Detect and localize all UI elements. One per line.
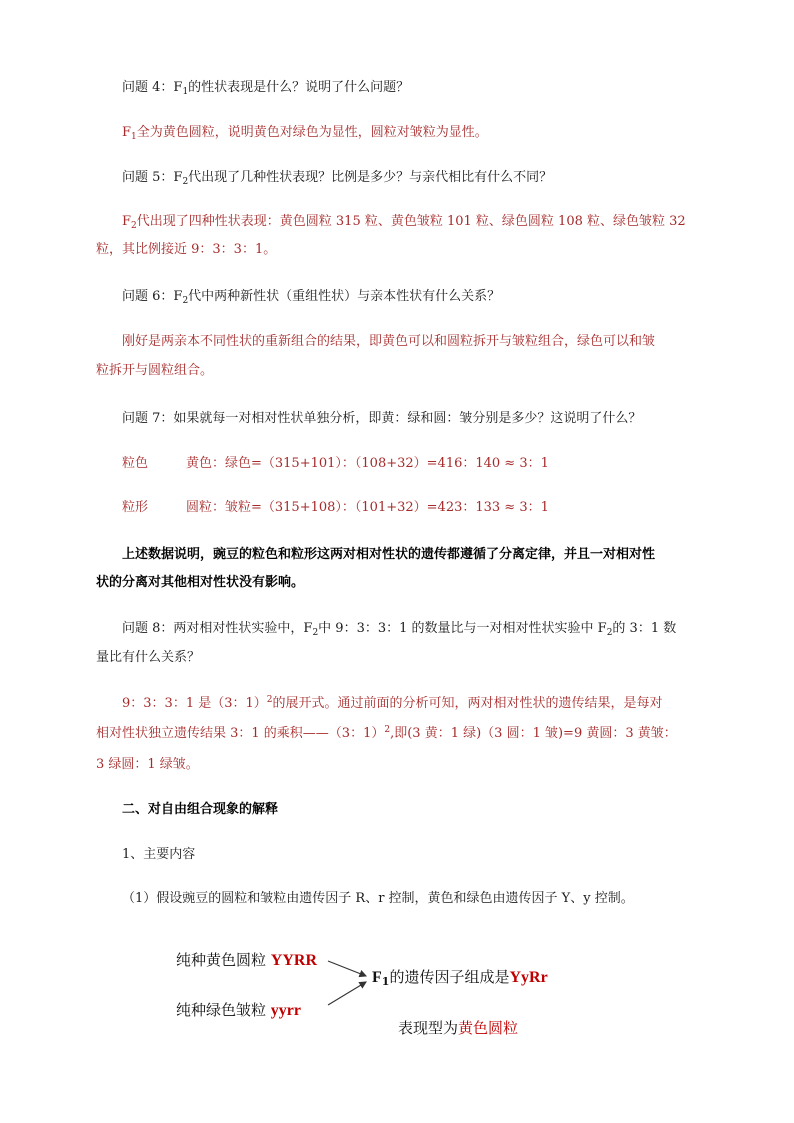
f1-genotype-statement: $F_1$的遗传因子组成是YyRr	[372, 968, 548, 988]
section-2-title: 二、对自由组合现象的解释	[122, 802, 279, 817]
parent-2-genotype: yyrr	[270, 1002, 301, 1019]
answer-7-row1-label: 粒色	[122, 456, 149, 471]
question-5: 问题 5：$F_2$代出现了几种性状表现？比例是多少？与亲代相比有什么不同？	[122, 170, 553, 187]
f1-phenotype-statement: 表现型为黄色圆粒	[398, 1019, 519, 1037]
parent-1: 纯种黄色圆粒 YYRR	[176, 951, 318, 969]
answer-5-line2: 粒，其比例接近 9：3：3：1。	[96, 242, 277, 257]
f1-phenotype: 黄色圆粒	[458, 1019, 519, 1037]
answer-8-line1: 9：3：3：1 是（3：1）$^2$的展开式。通过前面的分析可知，两对相对性状的遗传结果，是每对	[122, 695, 663, 711]
question-7: 问题 7：如果就每一对相对性状单独分析，即黄：绿和圆：皱分别是多少？这说明了什么？	[122, 411, 642, 426]
assumption-item-1: （1）假设豌豆的圆粒和皱粒由遗传因子 R、r 控制，黄色和绿色由遗传因子 Y、y 控制。	[122, 891, 634, 906]
answer-7-row2-label: 粒形	[122, 500, 149, 515]
answer-8-line3: 3 绿圆：1 绿皱。	[96, 757, 199, 772]
cross-arrows-icon	[326, 955, 372, 1009]
question-6: 问题 6：$F_2$代中两种新性状（重组性状）与亲本性状有什么关系？	[122, 289, 501, 306]
question-8-line2: 量比有什么关系？	[96, 650, 201, 665]
answer-5-line1: $F_2$代出现了四种性状表现：黄色圆粒 315 粒、黄色皱粒 101 粒、绿色圆粒 108 粒、绿色皱粒 32	[122, 214, 686, 231]
conclusion-line2: 状的分离对其他相对性状没有影响。	[96, 575, 305, 590]
answer-7-row2-equation: 圆粒：皱粒=（315+108）：（101+32）=423：133 ≈ 3：1	[186, 500, 549, 515]
question-8-line1: 问题 8：两对相对性状实验中，$F_2$中 9：3：3：1 的数量比与一对相对性状实验中 $F_2$的 3：1 数	[122, 621, 677, 638]
answer-8-line2: 相对性状独立遗传结果 3：1 的乘积——（3：1）$^2$,即(3 黄：1 绿)（3 圆：1 皱)=9 黄圆：3 黄皱：	[96, 725, 677, 741]
question-4: 问题 4：$F_1$的性状表现是什么？说明了什么问题？	[122, 80, 410, 97]
subsection-1-title: 1、主要内容	[122, 847, 196, 862]
answer-7-row1-equation: 黄色：绿色=（315+101）：（108+32）=416：140 ≈ 3：1	[186, 456, 549, 471]
answer-6-line1: 刚好是两亲本不同性状的重新组合的结果，即黄色可以和圆粒拆开与皱粒组合，绿色可以和皱	[122, 334, 656, 349]
parent-2: 纯种绿色皱粒 yyrr	[176, 1001, 301, 1019]
parent-1-genotype: YYRR	[270, 952, 318, 969]
f1-genotype: YyRr	[509, 969, 548, 986]
answer-6-line2: 粒拆开与圆粒组合。	[96, 363, 214, 378]
conclusion-line1: 上述数据说明，豌豆的粒色和粒形这两对相对性状的遗传都遵循了分离定律，并且一对相对性	[122, 547, 656, 562]
answer-4: $F_1$全为黄色圆粒，说明黄色对绿色为显性，圆粒对皱粒为显性。	[122, 125, 488, 142]
